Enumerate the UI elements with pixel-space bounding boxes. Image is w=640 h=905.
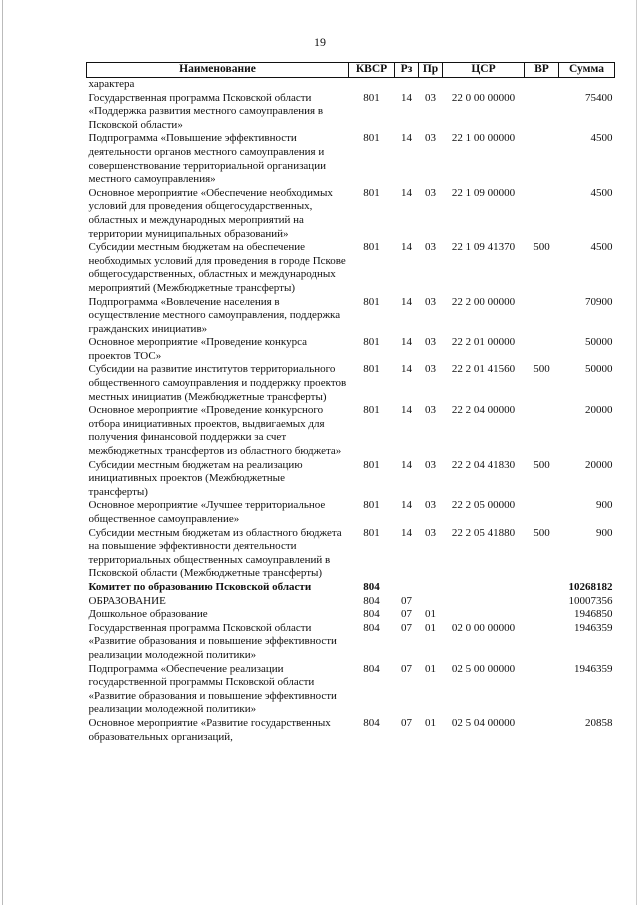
cell-vr [525, 78, 559, 92]
cell-rz: 14 [401, 295, 412, 308]
header-vr: ВР [525, 63, 559, 78]
cell-name: Государственная программа Псковской области «Поддержка развития местного самоуправления в Псковской области» [88, 91, 324, 131]
table-row [87, 132, 615, 186]
cell-pr: 01 [425, 621, 436, 634]
cell-csr [443, 595, 525, 609]
cell-kvsr: 801 [363, 404, 380, 417]
cell-rz: 14 [401, 458, 412, 471]
header-kvsr: КВСР [349, 63, 395, 78]
table-row [87, 363, 615, 404]
cell-name: характера [88, 78, 135, 90]
cell-sum: 75400 [585, 91, 613, 104]
cell-rz: 14 [401, 526, 412, 539]
cell-vr [525, 187, 559, 241]
cell-csr: 02 5 00 00000 [451, 662, 516, 675]
cell-sum [559, 78, 615, 92]
header-name: Наименование [87, 63, 349, 78]
cell-csr: 22 2 01 00000 [451, 336, 516, 349]
cell-rz: 14 [401, 363, 412, 376]
table-row [87, 459, 615, 500]
cell-sum: 10007356 [568, 594, 613, 607]
cell-kvsr: 801 [363, 186, 380, 199]
cell-name: Основное мероприятие «Проведение конкурсного отбора инициативных проектов, выдвигаемых для получения финансовой поддержки за счет межбюджетных трансфертов из областного бюджета» [88, 404, 342, 458]
cell-vr [525, 336, 559, 363]
cell-kvsr: 801 [363, 241, 380, 254]
cell-vr [525, 663, 559, 717]
cell-name: Субсидии местным бюджетам из областного бюджета на повышение эффективности деятельности территориальных общественных самоуправлений в Псковской области (Межбюджетные трансферты) [88, 526, 342, 580]
cell-pr: 03 [425, 499, 436, 512]
cell-name: Основное мероприятие «Обеспечение необходимых условий для проведения общегосударственных, областных и международных мероприятий на территории муниципальных образований» [88, 186, 333, 240]
cell-csr: 22 2 04 00000 [451, 404, 516, 417]
table-row [87, 241, 615, 295]
cell-sum: 50000 [585, 336, 613, 349]
cell-sum: 20000 [585, 404, 613, 417]
cell-csr: 22 1 09 41370 [451, 241, 516, 254]
cell-sum: 1946359 [574, 621, 613, 634]
cell-pr [419, 78, 443, 92]
cell-vr [525, 92, 559, 133]
header-csr: ЦСР [443, 63, 525, 78]
cell-csr: 22 1 09 00000 [451, 186, 516, 199]
cell-rz: 07 [401, 662, 412, 675]
cell-name: Субсидии местным бюджетам на обеспечение необходимых условий для проведения в городе Пскове общегосударственных, областных и международных мероприятий (Межбюджетные трансферты) [88, 241, 346, 294]
cell-csr: 22 0 00 00000 [451, 91, 516, 104]
cell-vr [525, 595, 559, 609]
cell-sum: 70900 [585, 295, 613, 308]
cell-rz: 14 [401, 186, 412, 199]
cell-pr: 03 [425, 186, 436, 199]
table-row [87, 622, 615, 663]
page-number: 19 [314, 35, 326, 49]
cell-sum: 50000 [585, 363, 613, 376]
cell-pr: 03 [425, 458, 436, 471]
cell-vr [525, 581, 559, 595]
cell-sum: 20858 [585, 716, 613, 729]
scan-edge-left [2, 0, 3, 905]
cell-kvsr: 801 [363, 295, 380, 308]
cell-sum: 4500 [590, 132, 613, 145]
table-row [87, 92, 615, 133]
cell-sum: 10268182 [568, 580, 613, 593]
table-row [87, 404, 615, 458]
cell-vr [525, 296, 559, 337]
cell-name: Подпрограмма «Обеспечение реализации государственной программы Псковской области «Развитие образования и повышение эффективности реализации молодежной политики» [88, 662, 337, 716]
cell-name: Государственная программа Псковской области «Развитие образования и повышение эффективности реализации молодежной политики» [88, 621, 337, 661]
cell-pr [419, 595, 443, 609]
cell-kvsr: 801 [363, 336, 380, 349]
cell-kvsr: 801 [363, 363, 380, 376]
cell-name: Субсидии на развитие институтов территориального общественного самоуправления и поддержку проектов местных инициатив (Межбюджетные трансферты) [88, 363, 347, 403]
table-row [87, 595, 615, 609]
cell-pr: 03 [425, 91, 436, 104]
table-row [87, 581, 615, 595]
cell-rz: 14 [401, 499, 412, 512]
cell-pr [419, 581, 443, 595]
table-row [87, 78, 615, 92]
cell-rz: 07 [401, 716, 412, 729]
cell-kvsr: 801 [363, 132, 380, 145]
cell-pr: 01 [425, 662, 436, 675]
cell-csr: 02 5 04 00000 [451, 716, 516, 729]
cell-rz [395, 78, 419, 92]
cell-rz: 07 [401, 608, 412, 621]
cell-name: Подпрограмма «Повышение эффективности деятельности органов местного самоуправления и совершенствование территориальной организации местного самоуправления» [88, 132, 326, 186]
cell-name: Комитет по образованию Псковской области [88, 580, 312, 593]
cell-vr [525, 622, 559, 663]
cell-name: ОБРАЗОВАНИЕ [88, 594, 166, 607]
cell-vr: 500 [533, 458, 550, 471]
cell-vr [525, 404, 559, 458]
cell-vr: 500 [533, 241, 550, 254]
cell-pr: 01 [425, 716, 436, 729]
scan-edge-right [636, 0, 637, 905]
cell-rz: 14 [401, 241, 412, 254]
cell-kvsr: 801 [363, 91, 380, 104]
cell-csr: 22 1 00 00000 [451, 132, 516, 145]
cell-pr: 03 [425, 336, 436, 349]
cell-name: Основное мероприятие «Развитие государственных образовательных организаций, [88, 716, 331, 743]
cell-name: Подпрограмма «Вовлечение населения в осуществление местного самоуправления, поддержка гражданских инициатив» [88, 295, 341, 335]
cell-rz [395, 581, 419, 595]
cell-rz: 14 [401, 336, 412, 349]
cell-pr: 03 [425, 526, 436, 539]
cell-rz: 07 [401, 594, 412, 607]
cell-kvsr: 804 [363, 594, 380, 607]
cell-kvsr [349, 78, 395, 92]
cell-sum: 4500 [590, 186, 613, 199]
budget-table [86, 62, 615, 744]
cell-name: Дошкольное образование [88, 608, 208, 621]
cell-name: Основное мероприятие «Проведение конкурса проектов ТОС» [88, 336, 308, 362]
cell-sum: 900 [596, 526, 613, 539]
table-row [87, 717, 615, 744]
cell-sum: 900 [596, 499, 613, 512]
cell-pr: 03 [425, 363, 436, 376]
cell-vr: 500 [533, 363, 550, 376]
cell-rz: 14 [401, 132, 412, 145]
cell-csr: 22 2 05 41880 [451, 526, 516, 539]
table-row [87, 187, 615, 241]
cell-csr: 22 2 00 00000 [451, 295, 516, 308]
cell-vr [525, 717, 559, 744]
cell-kvsr: 804 [363, 580, 380, 593]
cell-sum: 1946359 [574, 662, 613, 675]
cell-sum: 4500 [590, 241, 613, 254]
table-row [87, 608, 615, 622]
table-row [87, 663, 615, 717]
cell-csr: 22 2 04 41830 [451, 458, 516, 471]
cell-kvsr: 801 [363, 458, 380, 471]
cell-csr: 22 2 01 41560 [451, 363, 516, 376]
cell-sum: 20000 [585, 458, 613, 471]
cell-pr: 01 [425, 608, 436, 621]
cell-kvsr: 801 [363, 499, 380, 512]
table-row [87, 296, 615, 337]
cell-pr: 03 [425, 241, 436, 254]
cell-vr [525, 608, 559, 622]
table-row [87, 499, 615, 526]
cell-csr: 02 0 00 00000 [451, 621, 516, 634]
cell-csr [443, 608, 525, 622]
cell-rz: 07 [401, 621, 412, 634]
table-row [87, 336, 615, 363]
cell-name: Субсидии местным бюджетам на реализацию инициативных проектов (Межбюджетные трансферты) [88, 458, 303, 498]
cell-pr: 03 [425, 295, 436, 308]
table-header-row [87, 63, 615, 78]
cell-csr [443, 78, 525, 92]
cell-csr [443, 581, 525, 595]
cell-kvsr: 804 [363, 716, 380, 729]
cell-kvsr: 804 [363, 621, 380, 634]
cell-vr [525, 132, 559, 186]
cell-kvsr: 801 [363, 526, 380, 539]
cell-pr: 03 [425, 404, 436, 417]
cell-sum: 1946850 [574, 608, 613, 621]
cell-vr: 500 [533, 526, 550, 539]
cell-rz: 14 [401, 91, 412, 104]
cell-name: Основное мероприятие «Лучшее территориальное общественное самоуправление» [88, 499, 326, 525]
cell-kvsr: 804 [363, 608, 380, 621]
cell-rz: 14 [401, 404, 412, 417]
cell-vr [525, 499, 559, 526]
header-rz: Рз [395, 63, 419, 78]
cell-pr: 03 [425, 132, 436, 145]
cell-kvsr: 804 [363, 662, 380, 675]
table-row [87, 527, 615, 581]
header-sum: Сумма [559, 63, 615, 78]
header-pr: Пр [419, 63, 443, 78]
cell-csr: 22 2 05 00000 [451, 499, 516, 512]
